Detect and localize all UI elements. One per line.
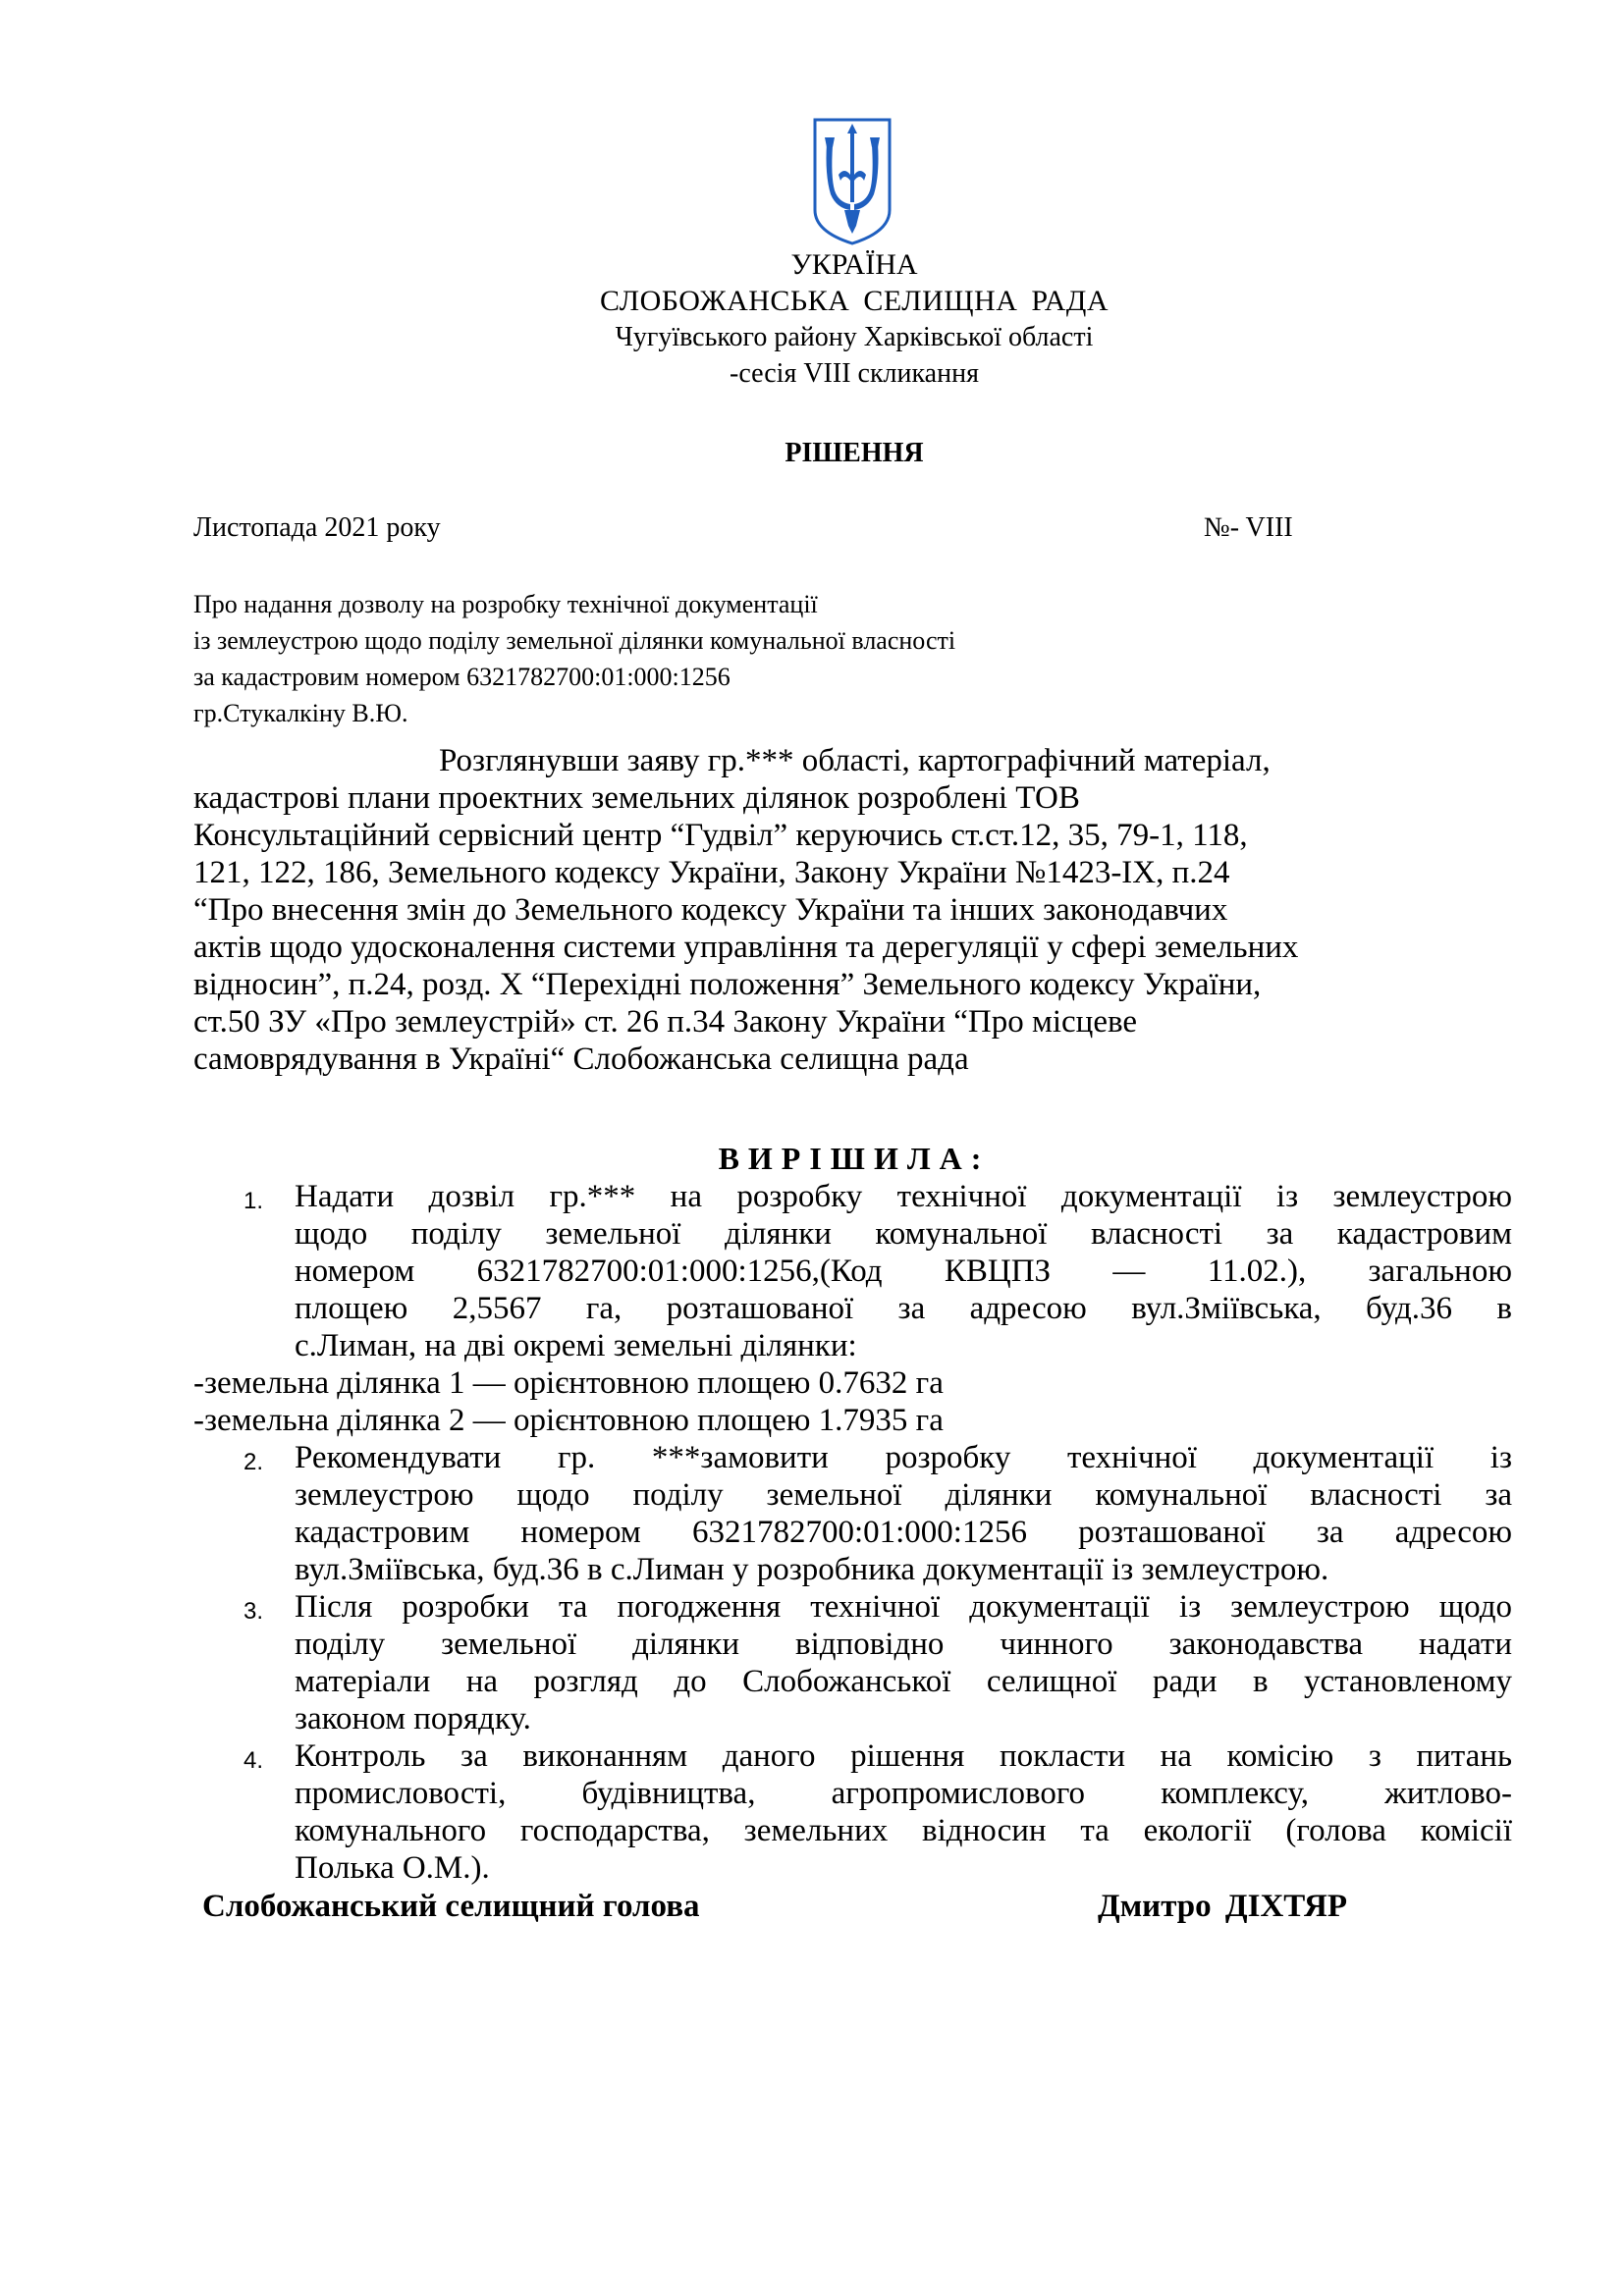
- item-number: 4.: [244, 1747, 264, 1774]
- country-heading: УКРАЇНА: [790, 248, 918, 281]
- item-number: 1.: [244, 1188, 264, 1214]
- item-line: Після розробки та погодження технічної документації із землеустрою щодо: [295, 1589, 1512, 1625]
- plot-line: -земельна ділянка 2 — орієнтовною площею 1.7935 га: [193, 1403, 944, 1438]
- item-number: 3.: [244, 1598, 264, 1625]
- item-number: 2.: [244, 1449, 264, 1475]
- item-line: Надати дозвіл гр.*** на розробку технічної документації із землеустрою: [295, 1179, 1512, 1214]
- item-line: площею 2,5567 га, розташованої за адресою вул.Зміївська, буд.36 в: [295, 1291, 1512, 1326]
- subject-line: гр.Стукалкіну В.Ю.: [193, 699, 408, 727]
- decision-date: Листопада 2021 року: [193, 512, 441, 543]
- signature-name: Дмитро ДІХТЯР: [1098, 1889, 1348, 1924]
- decision-number: №- VIII: [1204, 512, 1293, 543]
- item-line: номером 6321782700:01:000:1256,(Код КВЦПЗ — 11.02.), загальною: [295, 1254, 1512, 1289]
- preamble-line: “Про внесення змін до Земельного кодексу України та інших законодавчих: [193, 892, 1228, 928]
- item-line: поділу земельної ділянки відповідно чинного законодавства надати: [295, 1627, 1512, 1662]
- item-line: промисловості, будівництва, агропромислового комплексу, житлово-: [295, 1776, 1512, 1811]
- item-line: комунального господарства, земельних відносин та екології (голова комісії: [295, 1813, 1512, 1848]
- signature-title: Слобожанський селищний голова: [202, 1889, 700, 1924]
- item-line: кадастровим номером 6321782700:01:000:1256 розташованої за адресою: [295, 1515, 1512, 1550]
- item-text: [295, 1588, 1512, 1737]
- preamble: [193, 742, 1470, 1078]
- preamble-line: ст.50 ЗУ «Про землеустрій» ст. 26 п.34 Закону України “Про місцеве: [193, 1004, 1137, 1040]
- trident-icon: [811, 116, 893, 247]
- subject-line: із землеустрою щодо поділу земельної ділянки комунальної власності: [193, 626, 956, 655]
- item-line: Контроль за виконанням даного рішення покласти на комісію з питань: [295, 1738, 1512, 1774]
- district-heading: Чугуївського району Харківської області: [615, 322, 1094, 352]
- item-text: [295, 1178, 1512, 1364]
- item-line: законом порядку.: [295, 1701, 531, 1736]
- item-line: Полька О.М.).: [295, 1850, 490, 1886]
- preamble-line: Консультаційний сервісний центр “Гудвіл” керуючись ст.ст.12, 35, 79-1, 118,: [193, 818, 1248, 853]
- decision-subject: [193, 586, 1273, 731]
- item-text: [295, 1737, 1512, 1887]
- decision-title: РІШЕННЯ: [785, 438, 924, 468]
- item-line: Рекомендувати гр. ***замовити розробку технічної документації із: [295, 1440, 1512, 1475]
- preamble-line: 121, 122, 186, Земельного кодексу України, Закону України №1423-IX, п.24: [193, 855, 1230, 890]
- item-line: щодо поділу земельної ділянки комунальної власності за кадастровим: [295, 1216, 1512, 1252]
- preamble-line: самоврядування в Україні“ Слобожанська селищна рада: [193, 1041, 969, 1077]
- session-heading: -сесія VIII скликання: [730, 358, 979, 389]
- item-line: с.Лиман, на дві окремі земельні ділянки:: [295, 1328, 857, 1363]
- subject-line: за кадастровим номером 6321782700:01:000:1256: [193, 663, 731, 691]
- preamble-line: Розглянувши заяву гр.*** області, картографічний матеріал,: [439, 743, 1271, 778]
- item-line: землеустрою щодо поділу земельної ділянки комунальної власності за: [295, 1477, 1512, 1513]
- preamble-line: актів щодо удосконалення системи управління та дерегуляції у сфері земельних: [193, 930, 1299, 965]
- plot-line: -земельна ділянка 1 — орієнтовною площею 0.7632 га: [193, 1365, 944, 1401]
- item-text: [295, 1439, 1512, 1588]
- preamble-line: кадастрові плани проектних земельних ділянок розроблені ТОВ: [193, 780, 1080, 816]
- subject-line: Про надання дозволу на розробку технічної документації: [193, 590, 818, 618]
- item-line: вул.Зміївська, буд.36 в с.Лиман у розробника документації із землеустрою.: [295, 1552, 1329, 1587]
- item-line: матеріали на розгляд до Слобожанської селищної ради в установленому: [295, 1664, 1512, 1699]
- preamble-line: відносин”, п.24, розд. X “Перехідні положення” Земельного кодексу України,: [193, 967, 1262, 1002]
- resolved-heading: ВИРІШИЛА:: [718, 1141, 991, 1176]
- council-heading: СЛОБОЖАНСЬКА СЕЛИЩНА РАДА: [599, 285, 1110, 317]
